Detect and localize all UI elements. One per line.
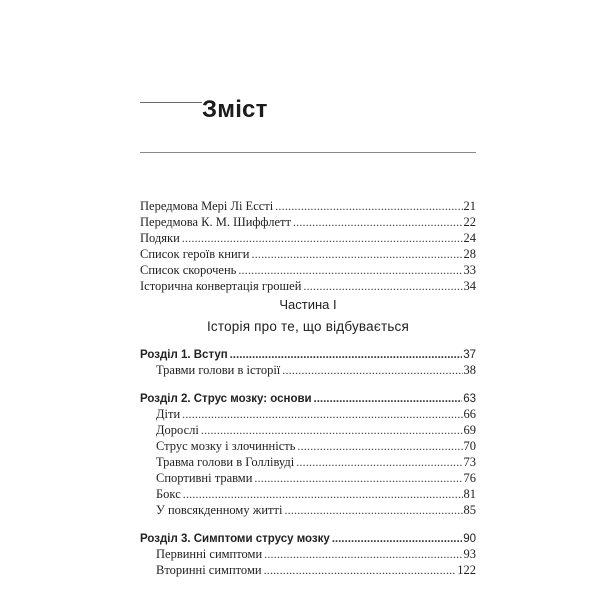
leader-dots [201,422,463,438]
toc-subentry[interactable] [156,486,476,502]
leader-dots [332,530,462,546]
toc-entry-label: Список героїв книги [140,247,250,261]
toc-chapter-3[interactable] [140,530,476,546]
toc-entry-label: Вторинні симптоми [156,563,262,577]
leader-dots [284,502,462,518]
toc-entry-label: Струс мозку і злочинність [156,439,296,453]
toc-entry-currency-conversion[interactable] [140,278,476,294]
leader-dots [296,454,462,470]
toc-subentry[interactable] [156,454,476,470]
leader-dots [297,438,462,454]
toc-entry-label: Травма голови в Голлівуді [156,455,295,469]
leader-dots [282,362,462,378]
leader-dots [230,346,462,362]
toc-entry-label: Передмова К. М. Шиффлетт [140,215,291,229]
toc-chapter-label: Розділ 3. Симптоми струсу мозку [140,533,330,545]
toc-chapter-label: Розділ 2. Струс мозку: основи [140,393,312,405]
toc-entry-page: 93 [463,547,476,561]
leader-dots [182,406,462,422]
leader-dots [238,262,462,278]
toc-subentry[interactable] [156,406,476,422]
leader-dots [293,214,463,230]
toc-entry-page: 24 [463,231,476,245]
toc-entry-page: 85 [463,503,476,517]
leader-dots [182,230,463,246]
page-title: Зміст [202,96,268,123]
toc-entry-label: Історична конвертація грошей [140,279,302,293]
toc-entry-label: Передмова Мері Лі Ессті [140,199,274,213]
toc-entry-label: Первинні симптоми [156,547,263,561]
toc-subentry[interactable] [156,546,476,562]
leader-dots [275,198,462,214]
leader-dots [264,546,462,562]
toc-subentry[interactable] [156,502,476,518]
toc-entry-page: 76 [463,471,476,485]
toc-entry-label: Діти [156,407,181,421]
toc-entry-acknowledgements[interactable] [140,230,476,246]
toc-entry-characters[interactable] [140,246,476,262]
toc-entry-label: У повсякденному житті [156,503,283,517]
toc-subentry[interactable] [156,422,476,438]
toc-subentry[interactable] [156,438,476,454]
toc-chapter-2[interactable] [140,390,476,406]
toc-chapter-page: 63 [463,393,476,405]
toc-entry-page: 33 [463,263,476,277]
toc-entry-label: Список скорочень [140,263,237,277]
leader-dots [264,562,457,578]
leader-dots [303,278,462,294]
toc-entry-label: Дорослі [156,423,199,437]
toc-chapter-page: 37 [463,349,476,361]
toc-entry-page: 38 [463,363,476,377]
toc-entry-label: Подяки [140,231,180,245]
toc-entry-foreword-esty[interactable] [140,198,476,214]
part-name: Історія про те, що відбувається [206,319,410,334]
toc-entry-page: 81 [463,487,476,501]
leader-dots [252,246,463,262]
toc-chapter-page: 90 [463,533,476,545]
leader-dots [183,486,463,502]
toc-chapter-1[interactable] [140,346,476,362]
toc-entry-page: 122 [457,563,476,577]
toc-entry-abbreviations[interactable] [140,262,476,278]
toc-entry-label: Спортивні травми [156,471,253,485]
toc-subentry[interactable] [156,470,476,486]
toc-entry-page: 34 [463,279,476,293]
toc-entry-page: 69 [463,423,476,437]
toc-entry-label: Травми голови в історії [156,363,281,377]
toc-entry-label: Бокс [156,487,181,501]
toc-subentry[interactable] [156,562,476,578]
toc-entry-page: 66 [463,407,476,421]
leader-dots [254,470,462,486]
part-number: Частина І [279,297,337,312]
toc-entry-page: 22 [463,215,476,229]
toc-entry-page: 28 [463,247,476,261]
toc-chapter-label: Розділ 1. Вступ [140,349,228,361]
toc-subentry[interactable] [156,362,476,378]
leader-dots [314,390,463,406]
toc-entry-page: 73 [463,455,476,469]
toc-entry-page: 70 [463,439,476,453]
toc-entry-foreword-shifflett[interactable] [140,214,476,230]
toc-entry-page: 21 [463,199,476,213]
